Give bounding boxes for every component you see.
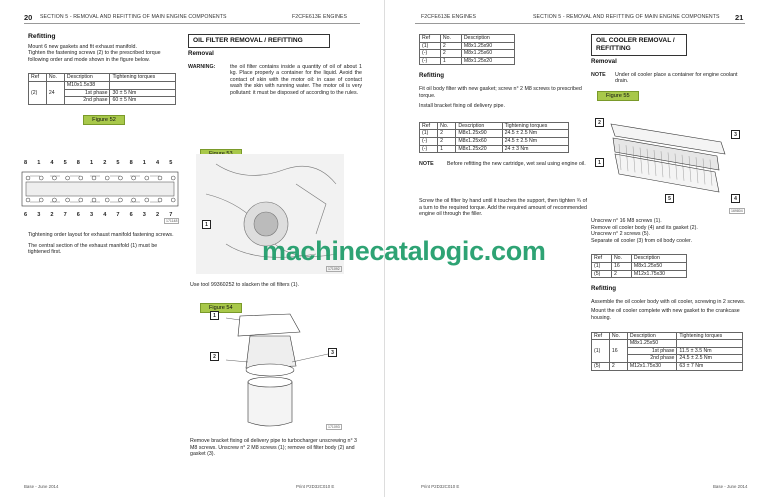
step: Unscrew n° 2 screws (5). bbox=[591, 231, 650, 238]
bolt-mark bbox=[79, 198, 83, 202]
table-cell: 2 bbox=[611, 270, 631, 278]
table-cell: (-) bbox=[420, 145, 438, 153]
table-cell: (-) bbox=[420, 137, 438, 145]
subsection-title: Removal bbox=[188, 50, 214, 57]
bolt-mark bbox=[105, 198, 109, 202]
table-cell: M8x1.25x50 bbox=[631, 262, 686, 270]
bolt-mark bbox=[158, 176, 162, 180]
table-header: Ref bbox=[420, 122, 438, 130]
bolt-mark bbox=[92, 198, 96, 202]
callout-1: 1 bbox=[202, 220, 211, 229]
oil-filter-section bbox=[188, 34, 362, 97]
table-header: Tightening torques bbox=[677, 332, 743, 340]
table-cell: M8x1.25x50 bbox=[627, 340, 677, 348]
bolt-mark bbox=[171, 176, 175, 180]
table-cell: (5) bbox=[592, 270, 612, 278]
bolt-mark bbox=[39, 176, 43, 180]
bolt-mark bbox=[26, 176, 30, 180]
table-cell: (1) bbox=[592, 340, 610, 363]
callout-3: 3 bbox=[731, 130, 740, 139]
callout-2: 2 bbox=[210, 352, 219, 361]
callout-5: 5 bbox=[665, 194, 674, 203]
table-cell: M10x1.5x38 bbox=[64, 81, 110, 89]
table-cell: (-) bbox=[420, 50, 441, 58]
table-cell: 1st phase bbox=[64, 89, 110, 97]
table-header: Tightening torques bbox=[502, 122, 568, 130]
paragraph: Tighten the fastening screws (2) to the prescribed torque following order and mode shown in the figure below. bbox=[28, 50, 161, 63]
table-cell: (1) bbox=[420, 130, 438, 138]
table-cell: (-) bbox=[420, 57, 441, 65]
figure-code: 171093 bbox=[328, 425, 340, 429]
note-label: NOTE bbox=[591, 71, 606, 78]
paragraph: Mount the oil cooler complete with new gasket to the crankcase housing. bbox=[591, 308, 740, 321]
sequence-number: 3 bbox=[142, 212, 146, 218]
header-rule bbox=[415, 23, 745, 24]
oil-filter-exploded-diagram bbox=[200, 306, 346, 430]
table-cell: 1 bbox=[440, 57, 461, 65]
bolt-mark bbox=[118, 176, 122, 180]
table-header: No. bbox=[438, 122, 456, 130]
sequence-number: 5 bbox=[63, 160, 67, 166]
note-text: Under oil cooler place a container for engine coolant drain. bbox=[615, 71, 738, 85]
callout-3: 3 bbox=[328, 348, 337, 357]
header-rule bbox=[24, 23, 360, 24]
table-row bbox=[420, 57, 515, 65]
table-cell: 24.5 ± 2.5 Nm bbox=[677, 355, 743, 363]
subsection-title: Refitting bbox=[591, 285, 617, 293]
refitting-section bbox=[28, 34, 180, 125]
table-row bbox=[592, 270, 687, 278]
paragraph: The central section of the exhaust manifold (1) must be tightened first. bbox=[28, 242, 158, 256]
table-cell: 24 bbox=[46, 81, 64, 104]
page-number: 21 bbox=[735, 13, 744, 22]
table-header: No. bbox=[440, 35, 461, 43]
figure-caption-wrap bbox=[28, 115, 180, 126]
figure-55-wrap bbox=[591, 91, 747, 102]
section-title: Refitting bbox=[28, 33, 56, 40]
torque-table bbox=[419, 122, 569, 153]
bolt-mark bbox=[118, 198, 122, 202]
tightening-notes bbox=[28, 232, 178, 256]
table-cell: 2 bbox=[440, 42, 461, 50]
bolt-mark bbox=[66, 176, 70, 180]
note-block bbox=[591, 72, 747, 85]
bolt-mark bbox=[105, 176, 109, 180]
table-header: No. bbox=[46, 74, 64, 82]
step: Separate oil cooler (3) from oil body cooler. bbox=[591, 237, 692, 244]
page-header: SECTION 5 - REMOVAL AND REFITTING OF MAIN ENGINE COMPONENTS bbox=[40, 14, 227, 20]
table-header: Tightening torques bbox=[110, 74, 176, 82]
table-cell: (2) bbox=[29, 81, 47, 104]
figure-label: Figure 52 bbox=[83, 115, 125, 126]
footer-right: Base - June 2014 bbox=[713, 484, 748, 489]
watermark: machinecatalogic.com bbox=[262, 236, 546, 266]
bolt-mark bbox=[145, 198, 149, 202]
table-cell: 16 bbox=[611, 262, 631, 270]
callout-1: 1 bbox=[210, 311, 219, 320]
table-cell: M8x1.25x90 bbox=[461, 42, 514, 50]
paragraph: Remove bracket fixing oil delivery pipe to turbocharger unscrewing n° 3 M8 screws. Unscrew n° 2 M8 screws (1); remove oil filter body (2) and gasket (3). bbox=[190, 438, 357, 458]
bolt-mark bbox=[66, 198, 70, 202]
callout-1: 1 bbox=[595, 158, 604, 167]
bolt-mark bbox=[26, 198, 30, 202]
footer-left: Print P2D32C010 E bbox=[421, 484, 460, 489]
table-header: Ref bbox=[592, 332, 610, 340]
paragraph: Assemble the oil cooler body with oil cooler, screwing in 2 screws. bbox=[591, 298, 746, 305]
sequence-number: 5 bbox=[169, 160, 173, 166]
table-header: Ref bbox=[592, 255, 612, 263]
table-cell bbox=[677, 340, 743, 348]
table-cell: M8x1.25x20 bbox=[461, 57, 514, 65]
table-cell: 30 ± 5 Nm bbox=[110, 89, 176, 97]
paragraph: Screw the oil filter by hand until it touches the support, then tighten ¾ of a turn to the required torque. Add the required amount of recommended engine oil through the filler. bbox=[419, 198, 587, 218]
table-cell: 2nd phase bbox=[627, 355, 677, 363]
table-cell: 2 bbox=[440, 50, 461, 58]
bolt-mark bbox=[52, 198, 56, 202]
figure-code: 171092 bbox=[328, 267, 340, 271]
step: Unscrew n° 16 M8 screws (1). bbox=[591, 218, 662, 224]
sequence-number: 4 bbox=[103, 212, 107, 218]
table-cell: M8x1.25x60 bbox=[456, 137, 502, 145]
table-cell: 2 bbox=[438, 137, 456, 145]
sequence-number: 3 bbox=[37, 212, 41, 218]
sequence-number: 4 bbox=[156, 160, 160, 166]
figure-code: 171148 bbox=[166, 219, 178, 223]
paragraph: Install bracket fixing oil delivery pipe. bbox=[419, 103, 505, 110]
table-cell: M8x1.25x20 bbox=[456, 145, 502, 153]
table-row bbox=[420, 145, 569, 153]
note-label: NOTE bbox=[419, 161, 434, 168]
warning-label: WARNING: bbox=[188, 63, 216, 70]
filter-refitting-section bbox=[419, 34, 589, 168]
sequence-number: 1 bbox=[90, 160, 94, 166]
sequence-number: 6 bbox=[76, 212, 80, 218]
torque-table bbox=[591, 332, 743, 371]
oil-cooler-section bbox=[591, 34, 747, 101]
subsection-title: Refitting bbox=[419, 72, 445, 80]
table-cell: M12x1.75x30 bbox=[627, 362, 677, 370]
sequence-number: 6 bbox=[129, 212, 133, 218]
sequence-number: 7 bbox=[116, 212, 120, 218]
sequence-number: 6 bbox=[24, 212, 28, 218]
callout-2: 2 bbox=[595, 118, 604, 127]
bolt-mark bbox=[132, 176, 136, 180]
table-cell: M12x1.75x30 bbox=[631, 270, 686, 278]
bolt-mark bbox=[39, 198, 43, 202]
table-cell: 63 ± 7 Nm bbox=[677, 362, 743, 370]
step: Remove oil cooler body (4) and its gasket (2). bbox=[591, 224, 698, 231]
page-header: SECTION 5 - REMOVAL AND REFITTING OF MAIN ENGINE COMPONENTS bbox=[533, 14, 720, 20]
table-cell: 24 ± 3 Nm bbox=[502, 145, 568, 153]
table-header: Description bbox=[461, 35, 514, 43]
table-header: Ref bbox=[420, 35, 441, 43]
note-text: Before refitting the new cartridge, wet seal using engine oil. bbox=[447, 161, 586, 168]
table-row bbox=[592, 262, 687, 270]
table-row bbox=[420, 137, 569, 145]
bolt-mark bbox=[52, 176, 56, 180]
table-header: Description bbox=[631, 255, 686, 263]
removal-steps bbox=[591, 218, 747, 371]
table-cell: M8x1.25x90 bbox=[456, 130, 502, 138]
sequence-number: 7 bbox=[63, 212, 67, 218]
paragraph: Tightening order layout for exhaust manifold fastening screws. bbox=[28, 232, 174, 238]
sequence-number: 1 bbox=[142, 160, 146, 166]
table-header: Description bbox=[627, 332, 677, 340]
table-header: Description bbox=[456, 122, 502, 130]
page-number: 20 bbox=[24, 13, 33, 22]
paragraph: Fit oil body filter with new gasket; screw n° 2 M8 screws to prescribed torque. bbox=[419, 85, 582, 99]
sequence-number: 1 bbox=[37, 160, 41, 166]
paragraph: Mount 6 new gaskets and fit exhaust manifold. bbox=[28, 43, 137, 50]
sequence-number: 7 bbox=[169, 212, 173, 218]
figure-code: 169804 bbox=[731, 209, 743, 213]
sequence-number: 5 bbox=[116, 160, 120, 166]
footer-left: Base - June 2014 bbox=[24, 484, 59, 489]
sequence-number: 3 bbox=[90, 212, 94, 218]
sequence-number: 8 bbox=[24, 160, 28, 166]
table-cell: 2nd phase bbox=[64, 97, 110, 105]
sequence-number: 8 bbox=[76, 160, 80, 166]
bolt-mark bbox=[158, 198, 162, 202]
section-title-box: OIL COOLER REMOVAL / REFITTING bbox=[591, 34, 687, 56]
table-header: Description bbox=[64, 74, 110, 82]
footer-right: Print P2D32C010 E bbox=[296, 484, 335, 489]
bolt-mark bbox=[132, 198, 136, 202]
page-header-left: F2CFE613E ENGINES bbox=[421, 14, 477, 20]
warning-text: the oil filter contains inside a quantity of oil of about 1 kg. Place properly a container for the liquid. Avoid the contact of skin with the motor oil: in case of contact wash the skin with running water. The motor oil is very pollutant: it must be disposed of according to the rules. bbox=[230, 63, 362, 96]
section-title-box: OIL FILTER REMOVAL / REFITTING bbox=[188, 34, 330, 48]
bolt-mark bbox=[92, 176, 96, 180]
paragraph: Use tool 99360252 to slacken the oil filters (1). bbox=[190, 282, 299, 288]
table-row bbox=[420, 130, 569, 138]
oil-cooler-exploded-diagram bbox=[593, 114, 743, 210]
table-cell: 11.5 ± 3.5 Nm bbox=[677, 347, 743, 355]
warning-block bbox=[188, 64, 362, 97]
table-row bbox=[420, 50, 515, 58]
callout-4: 4 bbox=[731, 194, 740, 203]
table-row bbox=[420, 42, 515, 50]
table-cell: M8x1.25x60 bbox=[461, 50, 514, 58]
table-cell: (1) bbox=[420, 42, 441, 50]
table-cell: 2 bbox=[609, 362, 627, 370]
table-cell: 2 bbox=[438, 130, 456, 138]
table-cell bbox=[110, 81, 176, 89]
sequence-number: 8 bbox=[129, 160, 133, 166]
figure-label: Figure 54 bbox=[200, 303, 242, 313]
table-cell: (5) bbox=[592, 362, 610, 370]
sequence-number: 2 bbox=[156, 212, 160, 218]
bolt-mark bbox=[79, 176, 83, 180]
table-cell: (1) bbox=[592, 262, 612, 270]
sequence-number: 2 bbox=[103, 160, 107, 166]
table-cell: 16 bbox=[609, 340, 627, 363]
table-cell: 60 ± 5 Nm bbox=[110, 97, 176, 105]
bolt-mark bbox=[145, 176, 149, 180]
figure-label: Figure 55 bbox=[597, 91, 639, 102]
screw-table bbox=[591, 254, 687, 278]
table-cell: 24.5 ± 2.5 Nm bbox=[502, 130, 568, 138]
bolt-mark bbox=[171, 198, 175, 202]
subsection-title: Removal bbox=[591, 58, 617, 65]
sequence-number: 4 bbox=[50, 160, 54, 166]
sequence-number: 2 bbox=[50, 212, 54, 218]
manifold-tightening-diagram bbox=[20, 160, 180, 226]
table-cell: 1st phase bbox=[627, 347, 677, 355]
note-block bbox=[419, 161, 589, 168]
table-cell: 1 bbox=[438, 145, 456, 153]
table-header: No. bbox=[611, 255, 631, 263]
table-cell: 24.5 ± 2.5 Nm bbox=[502, 137, 568, 145]
table-header: Ref bbox=[29, 74, 47, 82]
torque-table bbox=[28, 73, 176, 104]
table-header: No. bbox=[609, 332, 627, 340]
screw-table bbox=[419, 34, 515, 65]
page-header-right: F2CFE613E ENGINES bbox=[292, 14, 348, 20]
